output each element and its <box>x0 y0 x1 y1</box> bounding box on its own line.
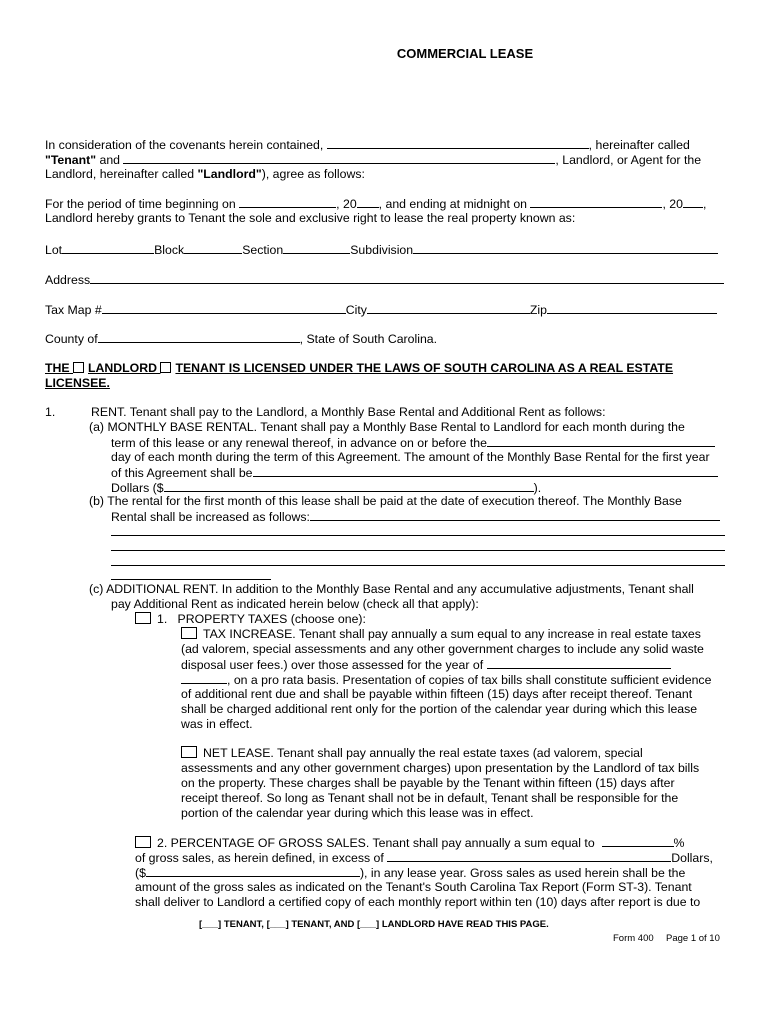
net-lease-checkbox[interactable] <box>181 746 197 758</box>
net-lease-line-1 <box>181 746 643 761</box>
block-field[interactable] <box>184 242 242 254</box>
rent-text: ). <box>533 481 542 495</box>
rent-text: term of this lease or any renewal thereof, in advance on or before the <box>111 436 487 450</box>
rent-increase-blank-line[interactable] <box>111 550 725 551</box>
property-taxes-label: PROPERTY TAXES (choose one): <box>177 612 366 626</box>
gross-sales-text: ), in any lease year. Gross sales as used herein shall be the <box>359 866 686 880</box>
rent-heading: RENT. Tenant shall pay to the Landlord, a Monthly Base Rental and Additional Rent as follows: <box>91 405 606 419</box>
gross-sales-line-1 <box>135 835 684 851</box>
licensed-line-1 <box>45 361 673 376</box>
tenant-term: "Tenant" <box>45 153 97 167</box>
tax-increase-checkbox[interactable] <box>181 627 197 639</box>
gross-sales-text: Dollars, <box>671 851 713 865</box>
gross-sales-line-3 <box>135 865 685 881</box>
zip-label: Zip <box>529 303 548 317</box>
lot-label: Lot <box>45 243 63 257</box>
end-year-field[interactable] <box>683 196 703 208</box>
taxmap-line <box>45 302 717 318</box>
tax-increase-line-5: of additional rent due and shall be payable within fifteen (15) days after receipt thereof. Tenant <box>181 687 693 701</box>
gross-sales-line-5: shall deliver to Landlord a certified copy of each monthly report within ten (10) days after report is due to <box>135 895 701 909</box>
period-text: , 20 <box>336 197 357 211</box>
rent-increase-field[interactable] <box>310 509 720 521</box>
rent-a-line-3: day of each month during the term of this Agreement. The amount of the Monthly Base Rental for the first year <box>111 450 710 464</box>
due-day-field[interactable] <box>487 435 715 447</box>
period-text: , and ending at midnight on <box>378 197 531 211</box>
tenant-licensed-checkbox[interactable] <box>160 362 171 373</box>
county-line <box>45 331 437 347</box>
rent-amount-field[interactable] <box>164 480 534 492</box>
zip-field[interactable] <box>547 302 717 314</box>
gross-sales-text: 2. PERCENTAGE OF GROSS SALES. Tenant shall pay annually a sum equal to <box>157 836 595 850</box>
period-line-2: Landlord hereby grants to Tenant the sole and exclusive right to lease the real property known as: <box>45 211 576 225</box>
gross-sales-threshold-field[interactable] <box>146 865 360 877</box>
rent-a-line-2 <box>111 435 715 451</box>
intro-text: and <box>96 153 124 167</box>
form-number: Form 400 <box>613 933 654 944</box>
period-text: , <box>702 197 707 211</box>
rent-text: Dollars ($ <box>111 481 164 495</box>
tax-increase-text: disposal user fees.) over those assessed for the year of <box>181 658 484 672</box>
end-date-field[interactable] <box>530 196 662 208</box>
gross-sales-line-4: amount of the gross sales as indicated on the Tenant's South Carolina Tax Report (Form ST-3). Tenant <box>135 880 692 894</box>
tax-increase-line-7: was in effect. <box>181 717 253 731</box>
taxmap-field[interactable] <box>102 302 346 314</box>
net-lease-line-2: assessments and any other government charges) upon presentation by the Landlord of tax bills <box>181 761 700 775</box>
period-text: For the period of time beginning on <box>45 197 240 211</box>
rent-text: Rental shall be increased as follows: <box>111 510 310 524</box>
intro-line-1 <box>45 137 690 153</box>
tax-increase-text: TAX INCREASE. Tenant shall pay annually a sum equal to any increase in real estate taxes <box>203 627 701 641</box>
intro-text: , Landlord, or Agent for the <box>555 153 702 167</box>
intro-line-3 <box>45 167 365 182</box>
rent-text: of this Agreement shall be <box>111 466 253 480</box>
start-year-field[interactable] <box>357 196 379 208</box>
gross-sales-line-2 <box>135 850 713 866</box>
intro-text: ), agree as follows: <box>261 167 365 181</box>
intro-text: Landlord, hereinafter called <box>45 167 198 181</box>
city-label: City <box>345 303 367 317</box>
licensed-text: TENANT IS LICENSED UNDER THE LAWS OF SOUTH CAROLINA AS A REAL ESTATE <box>175 361 674 375</box>
property-taxes-item <box>135 612 366 627</box>
property-taxes-checkbox[interactable] <box>135 612 151 624</box>
licensed-line-2: LICENSEE. <box>45 376 110 390</box>
rent-a-line-4 <box>111 465 718 481</box>
net-lease-line-3: on the property. These charges shall be payable by the Tenant within fifteen (15) days after <box>181 776 675 790</box>
block-label: Block <box>154 243 185 257</box>
licensed-text: THE <box>45 361 74 375</box>
base-tax-year-field-2[interactable] <box>181 672 227 684</box>
period-line-1 <box>45 196 706 212</box>
percentage-field[interactable] <box>602 835 674 847</box>
tax-increase-line-3 <box>181 657 671 673</box>
landlord-term: "Landlord" <box>197 167 262 181</box>
taxmap-label: Tax Map # <box>45 303 102 317</box>
initials-line: [___] TENANT, [___] TENANT, AND [___] LANDLORD HAVE READ THIS PAGE. <box>199 919 549 930</box>
percent-sign: % <box>673 836 685 850</box>
net-lease-text: NET LEASE. Tenant shall pay annually the real estate taxes (ad valorem, special <box>203 746 643 760</box>
item-number: 1. <box>157 612 168 626</box>
landlord-name-field[interactable] <box>123 152 555 164</box>
tax-increase-line-6: shall be charged additional rent only for the portion of the calendar year during which this lease <box>181 702 698 716</box>
county-label: County of <box>45 332 98 346</box>
rent-b-line-2 <box>111 509 720 525</box>
gross-sales-text: of gross sales, as herein defined, in excess of <box>135 851 384 865</box>
rent-c-line-1: (c) ADDITIONAL RENT. In addition to the Monthly Base Rental and any accumulative adjustments, Tenant shall <box>89 582 694 596</box>
net-lease-line-5: portion of the calendar year during which this lease was in effect. <box>181 806 534 820</box>
licensed-text: LANDLORD <box>88 361 161 375</box>
intro-text: , hereinafter called <box>588 138 690 152</box>
subdivision-label: Subdivision <box>350 243 414 257</box>
intro-line-2 <box>45 152 701 168</box>
rent-a-line-1: (a) MONTHLY BASE RENTAL. Tenant shall pay a Monthly Base Rental to Landlord for each month during the <box>89 420 685 434</box>
rent-c-line-2: pay Additional Rent as indicated herein below (check all that apply): <box>111 597 479 611</box>
period-text: , 20 <box>662 197 683 211</box>
rent-amount-words-field[interactable] <box>253 465 718 477</box>
rent-b-line-1: (b) The rental for the first month of this lease shall be paid at the date of execution thereof. The Monthly Base <box>89 494 682 508</box>
section-label: Section <box>242 243 284 257</box>
address-line <box>45 272 724 288</box>
gross-sales-checkbox[interactable] <box>135 836 151 848</box>
section-field[interactable] <box>283 242 350 254</box>
base-tax-year-field[interactable] <box>487 657 671 669</box>
county-field[interactable] <box>98 331 300 343</box>
page-number: Page 1 of 10 <box>666 933 720 944</box>
start-date-field[interactable] <box>239 196 336 208</box>
landlord-licensed-checkbox[interactable] <box>73 362 84 373</box>
gross-sales-text: ($ <box>135 866 146 880</box>
city-field[interactable] <box>367 302 530 314</box>
lot-line <box>45 242 718 258</box>
address-label: Address <box>45 273 91 287</box>
address-field[interactable] <box>90 272 724 284</box>
state-text: , State of South Carolina. <box>299 332 438 346</box>
tax-increase-text: , on a pro rata basis. Presentation of copies of tax bills shall constitute sufficient evidence <box>227 673 712 687</box>
section-number: 1. <box>45 405 56 419</box>
rent-increase-blank-line[interactable] <box>111 565 725 566</box>
intro-text: In consideration of the covenants herein contained, <box>45 138 327 152</box>
document-title: COMMERCIAL LEASE <box>396 46 534 61</box>
net-lease-line-4: receipt thereof. So long as Tenant shall not be in default, Tenant shall be responsible for the <box>181 791 679 805</box>
rent-increase-blank-line[interactable] <box>111 579 271 580</box>
tax-increase-line-4 <box>181 672 711 688</box>
tenant-name-field[interactable] <box>327 137 589 149</box>
rent-increase-blank-line[interactable] <box>111 535 725 536</box>
subdivision-field[interactable] <box>413 242 718 254</box>
tax-increase-line-2: (ad valorem, special assessments and any other government charges to include any solid waste <box>181 642 704 656</box>
tax-increase-line-1 <box>181 627 701 642</box>
lot-field[interactable] <box>62 242 154 254</box>
gross-sales-threshold-words-field[interactable] <box>387 850 671 862</box>
